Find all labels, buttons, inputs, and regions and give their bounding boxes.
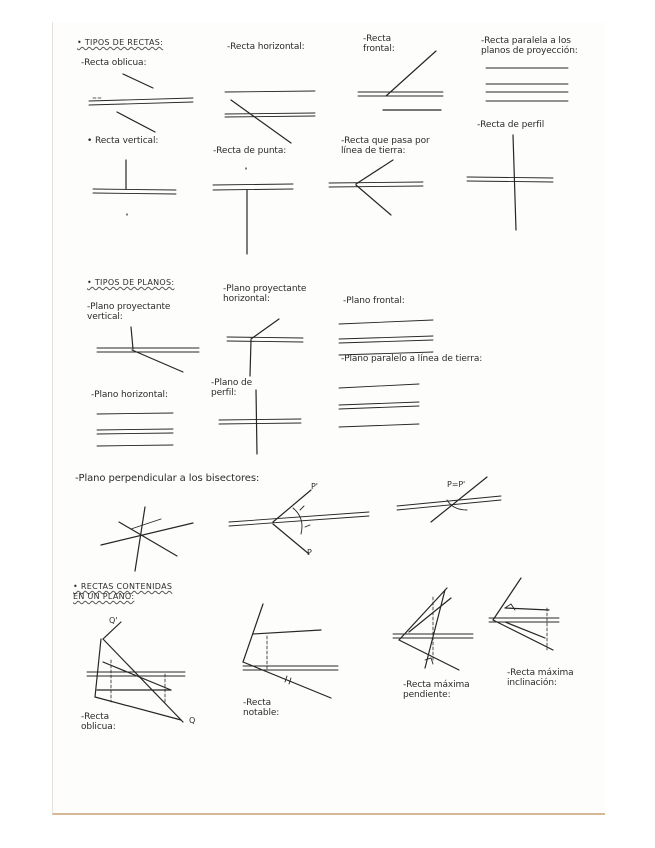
diagram-plano-frontal bbox=[339, 320, 433, 355]
diagram-plano-horizontal bbox=[97, 413, 173, 446]
diagram-bisector-2 bbox=[229, 490, 369, 554]
label-plano-proyectante-vertical: -Plano proyectante vertical: bbox=[87, 302, 171, 322]
diagram-contenida-max-inclinacion bbox=[489, 578, 559, 650]
label-bisector-p-equal: P=P' bbox=[447, 480, 466, 489]
label-bisector-p: P bbox=[307, 548, 312, 557]
label-contenida-max-inclinacion: -Recta máxima inclinación: bbox=[507, 668, 574, 688]
label-contenida-max-pendiente: -Recta máxima pendiente: bbox=[403, 680, 470, 700]
label-contenida-recta-notable: -Recta notable: bbox=[243, 698, 280, 718]
section-title-tipos-de-rectas: • TIPOS DE RECTAS: bbox=[77, 38, 164, 47]
label-contenida-q: Q bbox=[189, 716, 196, 725]
diagram-contenida-max-pendiente bbox=[393, 588, 473, 670]
diagram-contenida-oblicua bbox=[87, 622, 185, 722]
diagram-recta-horizontal bbox=[225, 91, 315, 143]
section-title-plano-perpendicular-bisectores: -Plano perpendicular a los bisectores: bbox=[75, 473, 260, 484]
label-recta-horizontal: -Recta horizontal: bbox=[227, 42, 305, 52]
label-recta-paralela: -Recta paralela a los planos de proyección: bbox=[481, 36, 578, 56]
label-recta-oblicua: -Recta oblicua: bbox=[81, 58, 147, 68]
diagram-plano-perfil bbox=[219, 390, 301, 454]
diagram-recta-frontal bbox=[358, 51, 443, 110]
label-recta-de-punta: -Recta de punta: bbox=[213, 146, 287, 156]
diagram-recta-oblicua bbox=[89, 74, 193, 132]
diagram-contenida-notable bbox=[243, 604, 338, 698]
diagram-recta-perfil bbox=[467, 135, 553, 230]
label-plano-paralelo-linea-tierra: -Plano paralelo a línea de tierra: bbox=[341, 354, 483, 364]
label-recta-linea-de-tierra: -Recta que pasa por línea de tierra: bbox=[341, 136, 430, 156]
label-bisector-p-prime: P' bbox=[311, 482, 318, 491]
diagram-recta-paralela bbox=[486, 68, 568, 101]
section-title-rectas-contenidas: • RECTAS CONTENIDAS EN UN PLANO: bbox=[73, 582, 173, 601]
notebook-page bbox=[52, 22, 605, 815]
section-title-tipos-de-planos: • TIPOS DE PLANOS: bbox=[87, 278, 175, 287]
label-plano-frontal: -Plano frontal: bbox=[343, 296, 405, 306]
label-recta-de-perfil: -Recta de perfil bbox=[477, 120, 545, 130]
diagram-recta-vertical bbox=[93, 160, 176, 215]
label-plano-de-perfil: -Plano de perfil: bbox=[211, 378, 253, 398]
diagram-bisector-1 bbox=[101, 507, 193, 571]
label-contenida-q-prime: Q' bbox=[109, 616, 118, 625]
diagram-recta-linea-tierra bbox=[329, 160, 423, 215]
label-contenida-recta-oblicua: -Recta oblicua: bbox=[81, 712, 116, 732]
diagram-recta-punta bbox=[213, 168, 293, 254]
label-recta-frontal: -Recta frontal: bbox=[363, 34, 395, 54]
label-recta-vertical: • Recta vertical: bbox=[87, 136, 159, 146]
label-plano-proyectante-horizontal: -Plano proyectante horizontal: bbox=[223, 284, 307, 304]
label-plano-horizontal: -Plano horizontal: bbox=[91, 390, 168, 400]
diagram-plano-proyectante-horizontal bbox=[227, 319, 303, 376]
diagram-plano-paralelo-linea-tierra bbox=[339, 384, 419, 427]
diagram-plano-proyectante-vertical bbox=[97, 327, 199, 372]
